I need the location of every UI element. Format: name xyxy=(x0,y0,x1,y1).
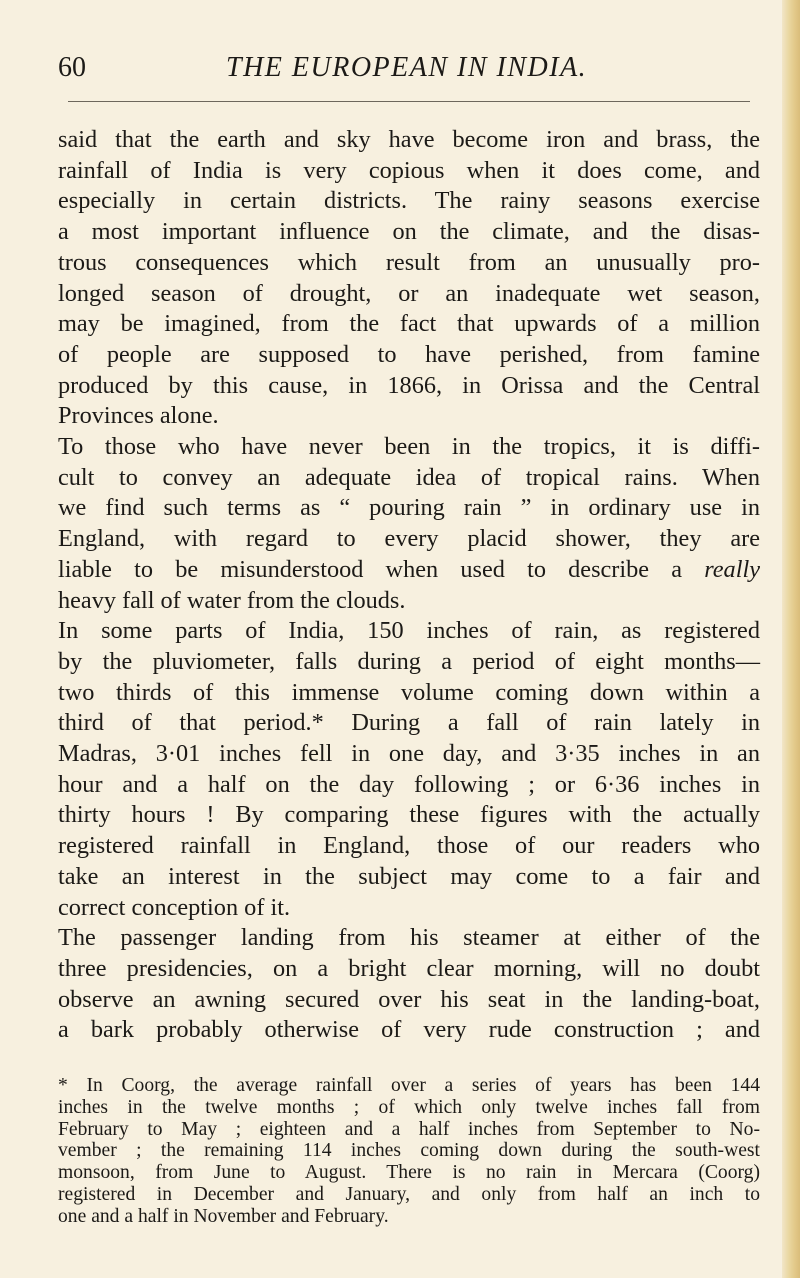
body-line: observe an awning secured over his seat in the landing-boat, xyxy=(58,985,760,1013)
body-line: rainfall of India is very copious when it does come, and xyxy=(58,156,760,184)
body-line: Madras, 3·01 inches fell in one day, and 3·35 inches in an xyxy=(58,740,760,768)
body-line: especially in certain districts. The rainy seasons exercise xyxy=(58,187,760,215)
body-line-with-italic xyxy=(58,555,760,586)
footnote xyxy=(58,1075,760,1228)
body-text xyxy=(58,125,760,1046)
body-line: two thirds of this immense volume coming down within a xyxy=(58,678,760,706)
body-line: registered rainfall in England, those of our readers who xyxy=(58,832,760,860)
footnote-line: * In Coorg, the average rainfall over a series of years has been 144 xyxy=(58,1075,760,1096)
body-line: To those who have never been in the tropics, it is diffi- xyxy=(58,433,760,461)
body-line: produced by this cause, in 1866, in Orissa and the Central xyxy=(58,371,760,399)
header-rule xyxy=(68,101,750,102)
body-line: Provinces alone. xyxy=(58,402,219,430)
footnote-line: February to May ; eighteen and a half inches from September to No- xyxy=(58,1118,760,1140)
body-line: of people are supposed to have perished, from famine xyxy=(58,340,760,368)
body-line: thirty hours ! By comparing these figures with the actually xyxy=(58,801,760,829)
body-line: by the pluviometer, falls during a period of eight months— xyxy=(58,647,760,675)
body-line: heavy fall of water from the clouds. xyxy=(58,586,406,614)
body-line: we find such terms as “ pouring rain ” in ordinary use in xyxy=(58,494,760,522)
body-line: a most important influence on the climate, and the disas- xyxy=(58,218,760,246)
footnote-line: vember ; the remaining 114 inches coming down during the south-west xyxy=(58,1140,760,1162)
body-line-start: liable to be misunderstood when used to describe a xyxy=(58,555,683,583)
running-head: THE EUROPEAN IN INDIA. xyxy=(226,52,588,83)
page-number: 60 xyxy=(58,52,86,83)
body-line: The passenger landing from his steamer at either of the xyxy=(58,924,760,952)
body-line: three presidencies, on a bright clear morning, will no doubt xyxy=(58,954,760,982)
body-line: trous consequences which result from an unusually pro- xyxy=(58,248,760,276)
page-edge xyxy=(782,0,800,1278)
body-line: correct conception of it. xyxy=(58,893,291,921)
body-line: In some parts of India, 150 inches of rain, as registered xyxy=(58,617,760,645)
footnote-line: one and a half in November and February. xyxy=(58,1205,389,1227)
italic-emphasis: really xyxy=(704,555,760,583)
body-line: take an interest in the subject may come to a fair and xyxy=(58,862,760,890)
body-line: third of that period.* During a fall of rain lately in xyxy=(58,709,760,737)
body-line: a bark probably otherwise of very rude construction ; and xyxy=(58,1016,760,1044)
body-line: longed season of drought, or an inadequate wet season, xyxy=(58,279,760,307)
body-line: England, with regard to every placid shower, they are xyxy=(58,525,760,553)
book-page xyxy=(58,48,760,1227)
body-line: cult to convey an adequate idea of tropical rains. When xyxy=(58,463,760,491)
page-header xyxy=(58,48,760,92)
body-line: said that the earth and sky have become iron and brass, the xyxy=(58,126,760,153)
footnote-line: monsoon, from June to August. There is no rain in Mercara (Coorg) xyxy=(58,1162,760,1184)
body-line: may be imagined, from the fact that upwards of a million xyxy=(58,310,760,338)
footnote-line: registered in December and January, and only from half an inch to xyxy=(58,1183,760,1205)
footnote-line: inches in the twelve months ; of which only twelve inches fall from xyxy=(58,1096,760,1118)
body-line: hour and a half on the day following ; or 6·36 inches in xyxy=(58,770,760,798)
